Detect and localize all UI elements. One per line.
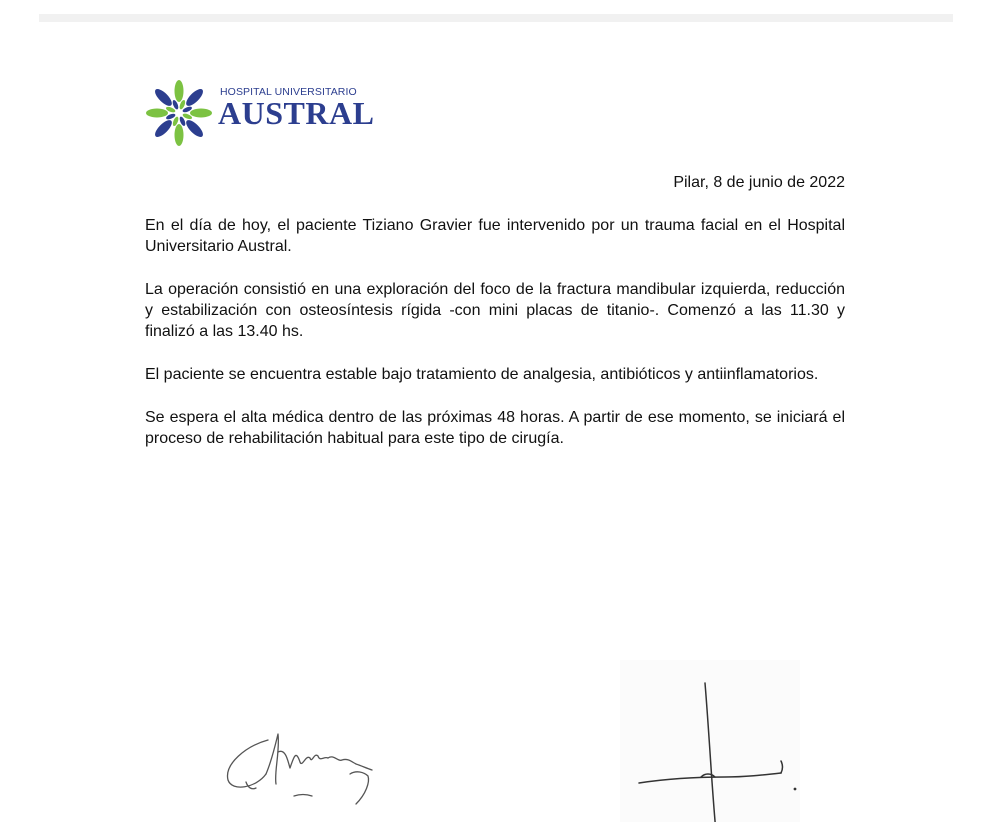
signature-dot [794, 788, 797, 791]
paragraph-3: El paciente se encuentra estable bajo tratamiento de analgesia, antibióticos y antiinflamatorios. [145, 366, 819, 383]
flower-logo-icon [144, 78, 214, 148]
logo-title: AUSTRAL [218, 95, 375, 131]
signature-left [216, 712, 391, 812]
paragraph-1: En el día de hoy, el paciente Tiziano Gravier fue intervenido por un trauma facial en el Hospital Universitario Austral. [145, 217, 845, 255]
letter-body [145, 215, 845, 471]
paragraph-4: Se espera el alta médica dentro de las próximas 48 horas. A partir de ese momento, se iniciará el proceso de rehabilitación habitual para este tipo de cirugía. [145, 409, 845, 447]
viewer-top-bar [39, 14, 953, 22]
letter-date: Pilar, 8 de junio de 2022 [673, 174, 845, 191]
document-page [0, 22, 983, 822]
signature-right [635, 677, 805, 822]
paragraph-2: La operación consistió en una exploración del foco de la fractura mandibular izquierda, reducción y estabilización con osteosíntesis rígida -con mini placas de titanio-. Comenzó a las 11.30 y finalizó a las 13.40 hs. [145, 281, 845, 340]
hospital-logo [144, 78, 374, 148]
logo-subtitle: HOSPITAL UNIVERSITARIO [220, 86, 357, 98]
